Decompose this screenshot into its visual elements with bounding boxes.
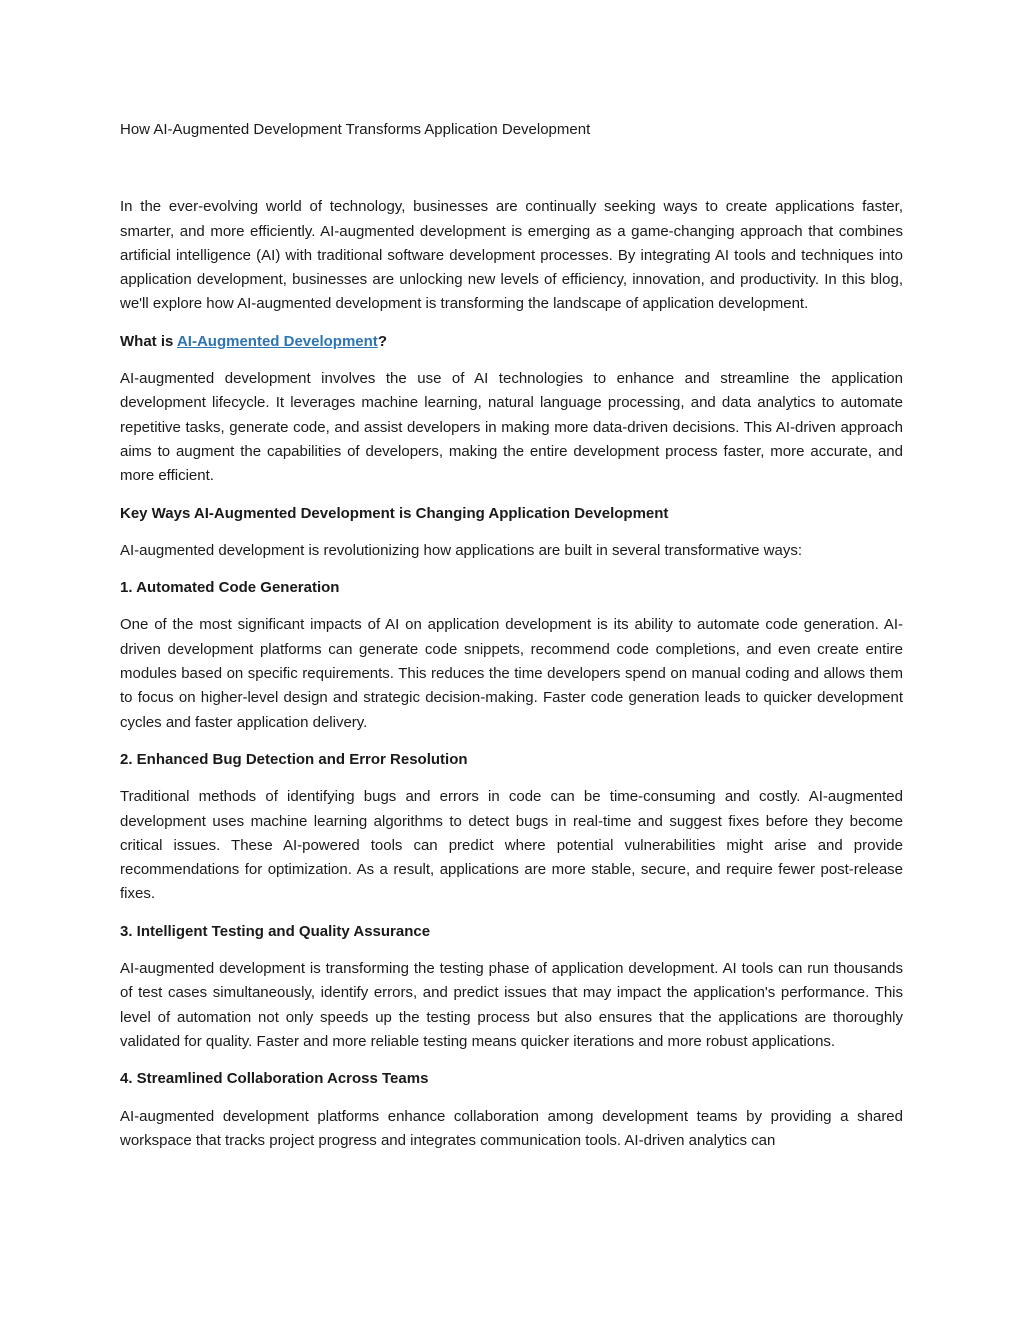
- heading-what-is-prefix: What is: [120, 332, 177, 350]
- heading-section-1: 1. Automated Code Generation: [120, 579, 340, 597]
- heading-what-is: [120, 330, 903, 354]
- heading-key-ways: Key Ways AI-Augmented Development is Changing Application Development: [120, 504, 669, 522]
- intro-paragraph: In the ever-evolving world of technology, businesses are continually seeking ways to create applications faster, smarter, and more efficiently. AI-augmented development is emerging as a game-changing approach that combines artificial intelligence (AI) with traditional software development processes. By integrating AI tools and techniques into application development, businesses are unlocking new levels of efficiency, innovation, and productivity. In this blog, we'll explore how AI-augmented development is transforming the landscape of application development.: [120, 198, 903, 313]
- section-4-paragraph: AI-augmented development platforms enhance collaboration among development teams by providing a shared workspace that tracks project progress and integrates communication tools. AI-driven analytics can: [120, 1107, 903, 1149]
- section-2-paragraph: Traditional methods of identifying bugs and errors in code can be time-consuming and costly. AI-augmented development uses machine learning algorithms to detect bugs in real-time and suggest fixes before they become critical issues. These AI-powered tools can predict where potential vulnerabilities might arise and provide recommendations for optimization. As a result, applications are more stable, secure, and require fewer post-release fixes.: [120, 788, 903, 903]
- key-ways-intro-paragraph: AI-augmented development is revolutionizing how applications are built in several transformative ways:: [120, 541, 803, 559]
- ai-augmented-development-link[interactable]: AI-Augmented Development: [176, 332, 378, 350]
- heading-what-is-suffix: ?: [377, 332, 387, 350]
- document-title: How AI-Augmented Development Transforms Application Development: [120, 121, 591, 138]
- section-1-paragraph: One of the most significant impacts of AI on application development is its ability to automate code generation. AI-driven development platforms can generate code snippets, recommend code completions, and even create entire modules based on specific requirements. This reduces the time developers spend on manual coding and allows them to focus on higher-level design and strategic decision-making. Faster code generation leads to quicker development cycles and faster application delivery.: [120, 616, 903, 731]
- section-3-paragraph: AI-augmented development is transforming the testing phase of application development. AI tools can run thousands of test cases simultaneously, identify errors, and predict issues that may impact the application's performance. This level of automation not only speeds up the testing process but also ensures that the applications are thoroughly validated for quality. Faster and more reliable testing means quicker iterations and more robust applications.: [120, 960, 903, 1050]
- heading-section-3: 3. Intelligent Testing and Quality Assurance: [120, 922, 431, 940]
- heading-section-4: 4. Streamlined Collaboration Across Teams: [120, 1070, 429, 1088]
- heading-section-2: 2. Enhanced Bug Detection and Error Resolution: [120, 750, 468, 768]
- what-is-paragraph: AI-augmented development involves the use of AI technologies to enhance and streamline the application development lifecycle. It leverages machine learning, natural language processing, and data analytics to automate repetitive tasks, generate code, and assist developers in making more data-driven decisions. This AI-driven approach aims to augment the capabilities of developers, making the entire development process faster, more accurate, and more efficient.: [120, 370, 903, 485]
